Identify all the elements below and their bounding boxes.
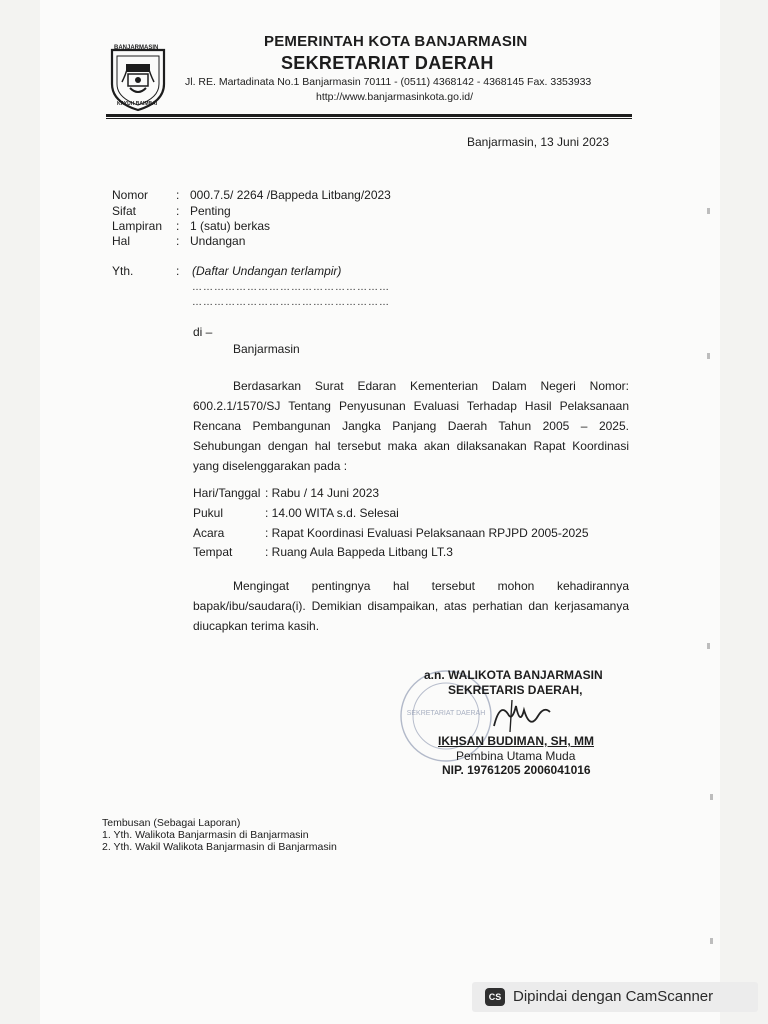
scan-mark bbox=[710, 794, 713, 800]
meta-value: 000.7.5/ 2264 /Bappeda Litbang/2023 bbox=[190, 188, 391, 202]
recipient-colon: : bbox=[176, 264, 180, 278]
place-date: Banjarmasin, 13 Juni 2023 bbox=[467, 135, 610, 149]
schedule-value: : Rabu / 14 Juni 2023 bbox=[265, 486, 380, 500]
tembusan-item: 2. Yth. Wakil Walikota Banjarmasin di Banjarmasin bbox=[102, 841, 337, 853]
schedule-label: Pukul bbox=[193, 506, 224, 520]
scan-mark bbox=[707, 208, 710, 214]
di-label: di – bbox=[193, 325, 213, 339]
handwritten-signature-icon bbox=[490, 696, 554, 736]
meta-label: Lampiran bbox=[112, 219, 163, 233]
camscanner-logo-icon: CS bbox=[485, 988, 505, 1006]
meta-value: Undangan bbox=[190, 234, 246, 248]
schedule-value: : 14.00 WITA s.d. Selesai bbox=[265, 506, 399, 520]
recipient-city: Banjarmasin bbox=[233, 342, 300, 356]
recipient-dots: ……………………………………………… bbox=[192, 297, 390, 308]
signatory-nip: NIP. 19761205 2006041016 bbox=[442, 763, 591, 777]
recipient: (Daftar Undangan terlampir) bbox=[192, 264, 342, 278]
meta-label: Hal bbox=[112, 234, 131, 248]
office-address: Jl. RE. Martadinata No.1 Banjarmasin 70111 - (0511) 4368142 - 4368145 Fax. 3353933 bbox=[185, 76, 592, 88]
meta-colon: : bbox=[176, 234, 180, 248]
government-name: PEMERINTAH KOTA BANJARMASIN bbox=[264, 33, 528, 50]
camscanner-text: Dipindai dengan CamScanner bbox=[513, 988, 714, 1005]
schedule-label: Acara bbox=[193, 526, 225, 540]
meta-label: Nomor bbox=[112, 188, 149, 202]
body-paragraph: Berdasarkan Surat Edaran Kementerian Dalam Negeri Nomor: 600.2.1/1570/SJ Tentang Penyusunan Evaluasi Terhadap Hasil Pelaksanaan Rencana Pembangunan Jangka Panjang Daerah Tahun 2005 – 2025. Sehubungan dengan hal tersebut maka akan dilaksanakan Rapat Koordinasi yang diselenggarakan pada : bbox=[193, 379, 629, 473]
office-website: http://www.banjarmasinkota.go.id/ bbox=[316, 91, 473, 103]
emblem-top-text: BANJARMASIN bbox=[114, 45, 159, 51]
meta-colon: : bbox=[176, 204, 180, 218]
meta-value: 1 (satu) berkas bbox=[190, 219, 271, 233]
meta-value: Penting bbox=[190, 204, 231, 218]
recipient-dots: ……………………………………………… bbox=[192, 282, 390, 293]
schedule-value: : Ruang Aula Bappeda Litbang LT.3 bbox=[265, 545, 453, 559]
meta-label: Sifat bbox=[112, 204, 137, 218]
schedule-label: Hari/Tanggal bbox=[193, 486, 261, 500]
stamp-text: SEKRETARIAT DAERAH bbox=[406, 710, 486, 717]
signatory-name: IKHSAN BUDIMAN, SH, MM bbox=[438, 734, 594, 748]
signatory-title-1: a.n. WALIKOTA BANJARMASIN bbox=[424, 668, 603, 682]
schedule-value: : Rapat Koordinasi Evaluasi Pelaksanaan RPJPD 2005-2025 bbox=[265, 526, 589, 540]
closing-paragraph: Mengingat pentingnya hal tersebut mohon kehadirannya bapak/ibu/saudara(i). Demikian disampaikan, atas perhatian dan kerjasamanya diucapkan terima kasih. bbox=[193, 579, 629, 633]
meta-colon: : bbox=[176, 219, 180, 233]
signatory-title-2: SEKRETARIS DAERAH, bbox=[448, 683, 583, 697]
office-name: SEKRETARIAT DAERAH bbox=[281, 53, 494, 73]
tembusan-item: 1. Yth. Walikota Banjarmasin di Banjarmasin bbox=[102, 829, 309, 841]
header-rule-thin bbox=[106, 118, 632, 119]
scan-mark bbox=[710, 938, 713, 944]
scan-mark bbox=[707, 643, 710, 649]
header-rule-thick bbox=[106, 114, 632, 117]
emblem-bottom-text: KAYUH BAIMBAI bbox=[117, 101, 158, 107]
recipient-label: Yth. bbox=[112, 264, 134, 278]
meta-colon: : bbox=[176, 188, 180, 202]
signatory-rank: Pembina Utama Muda bbox=[456, 749, 576, 763]
schedule-label: Tempat bbox=[193, 545, 233, 559]
tembusan-title: Tembusan (Sebagai Laporan) bbox=[102, 817, 241, 829]
scan-mark bbox=[707, 353, 710, 359]
